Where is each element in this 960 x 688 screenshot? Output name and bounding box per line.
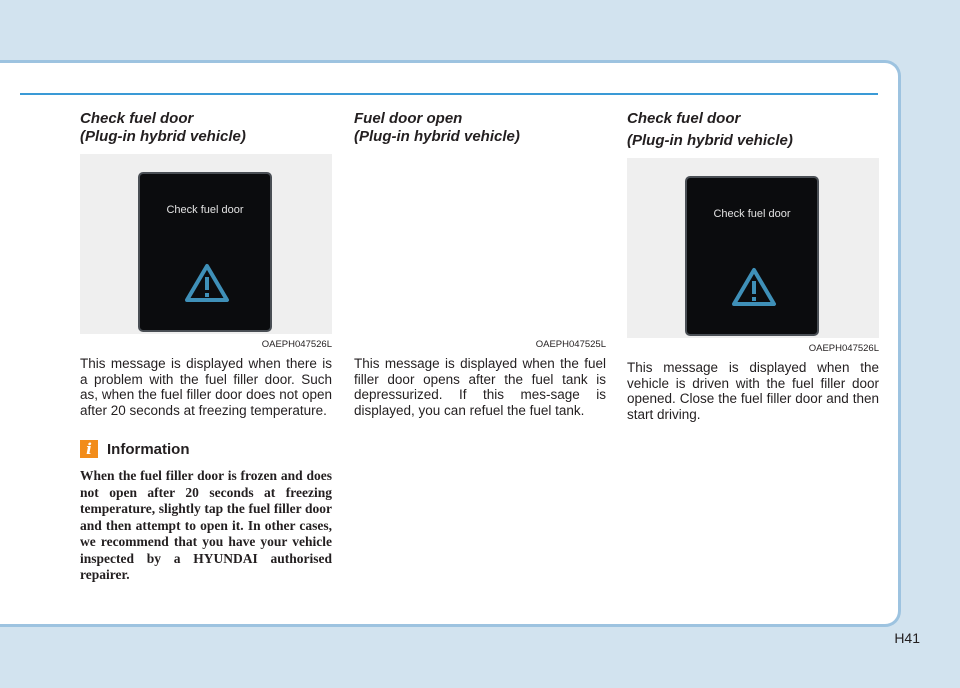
figure-code: OAEPH047526L [261, 339, 332, 350]
body-text: This message is displayed when the vehicle is driven with the fuel filler door opened. Close the fuel filler door and then start driving. [627, 360, 879, 422]
information-text: When the fuel filler door is frozen and does not open after 20 seconds at freezing temperature, slightly tap the fuel filler door and then attempt to open it. In other cases, we recommend that you have your vehicle inspected by a HYUNDAI authorised repairer. [80, 468, 332, 582]
cluster-screen [685, 176, 819, 336]
heading-line-1: Fuel door open [354, 110, 463, 127]
header-rule [20, 93, 878, 95]
heading-line-2: (Plug-in hybrid vehicle) [627, 132, 793, 149]
cluster-display-figure [627, 158, 879, 354]
cluster-display-figure [80, 154, 332, 350]
page-number: H41 [894, 630, 920, 646]
cluster-screen [138, 172, 272, 332]
figure-code: OAEPH047525L [535, 339, 606, 350]
figure-code: OAEPH047526L [808, 343, 879, 354]
heading-line-2: (Plug-in hybrid vehicle) [354, 128, 520, 145]
column-fuel-door-open [354, 110, 606, 418]
column-check-fuel-door-driving [627, 110, 879, 422]
section-heading [627, 110, 879, 150]
screen-message: Check fuel door [166, 204, 244, 216]
info-icon: i [80, 440, 98, 458]
warning-triangle-icon [183, 262, 231, 304]
figure-placeholder [354, 154, 606, 350]
body-text: This message is displayed when the fuel filler door opens after the fuel tank is depressurized. If this mes-sage is displayed, you can refuel the fuel tank. [354, 356, 606, 418]
heading-line-1: Check fuel door [627, 110, 741, 127]
heading-line-1: Check fuel door [80, 110, 194, 127]
body-text: This message is displayed when there is a problem with the fuel filler door. Such as, when the fuel filler door does not open after 20 seconds at freezing temperature. [80, 356, 332, 418]
column-check-fuel-door [80, 110, 332, 584]
screen-message: Check fuel door [713, 208, 791, 220]
information-title: Information [107, 440, 190, 458]
section-heading [80, 110, 332, 146]
section-heading [354, 110, 606, 146]
warning-triangle-icon [730, 266, 778, 308]
heading-line-2: (Plug-in hybrid vehicle) [80, 128, 246, 145]
information-header [80, 440, 332, 458]
